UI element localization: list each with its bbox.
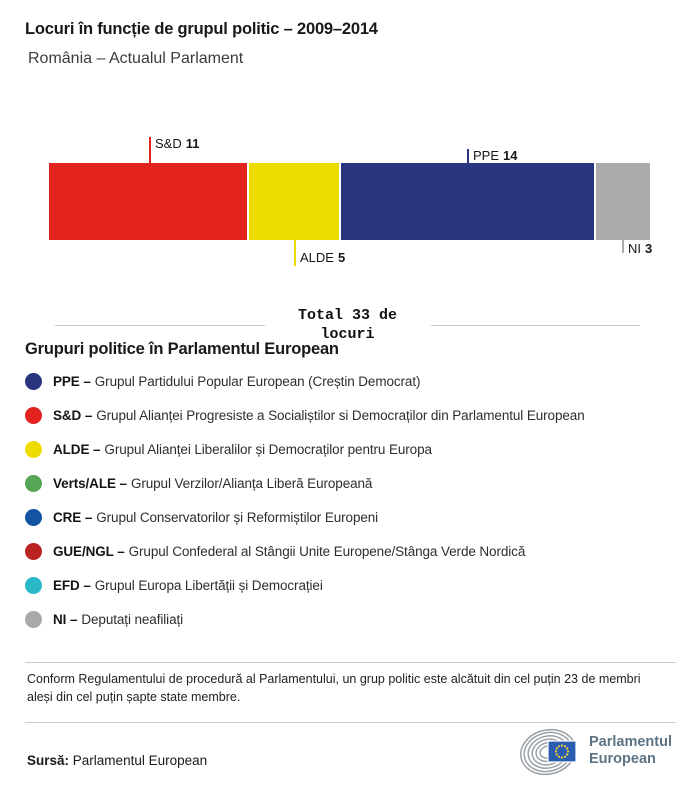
legend-item-efd — [25, 568, 690, 602]
page-subtitle: România – Actualul Parlament — [28, 50, 244, 67]
bar-segment-alde — [249, 163, 339, 240]
group-name: ALDE — [300, 250, 334, 265]
group-color-dot — [25, 475, 42, 492]
divider-line-left — [55, 325, 265, 326]
legend-item-label: PPE – Grupul Partidului Popular European (Creștin Democrat) — [53, 373, 421, 389]
callout-label-ppe — [473, 148, 517, 163]
group-color-dot — [25, 509, 42, 526]
stacked-bar — [49, 163, 650, 240]
seat-count: 11 — [185, 136, 200, 151]
seat-count: 3 — [645, 241, 653, 256]
ep-logo — [518, 726, 672, 776]
ep-logo-text-line2: European — [589, 751, 656, 767]
divider — [25, 662, 676, 663]
legend-list — [25, 364, 690, 636]
legend-heading: Grupuri politice în Parlamentul European — [25, 340, 339, 358]
callout-line-ppe — [467, 149, 469, 163]
bar-segment-sd — [49, 163, 247, 240]
legend-item-label: ALDE – Grupul Alianței Liberalilor și Democraților pentru Europa — [53, 441, 432, 457]
total-seats-label: Total 33 de locuri — [297, 307, 398, 343]
legend-item-sd — [25, 398, 690, 432]
seat-count: 5 — [337, 250, 346, 265]
legend-item-ppe — [25, 364, 690, 398]
group-color-dot — [25, 407, 42, 424]
group-color-dot — [25, 611, 42, 628]
divider — [25, 722, 676, 723]
legend-item-alde — [25, 432, 690, 466]
callout-line-ni — [622, 240, 624, 253]
group-name: S&D — [155, 136, 182, 151]
total-divider — [55, 306, 640, 344]
group-color-dot — [25, 577, 42, 594]
callout-label-ni — [628, 241, 652, 256]
group-name: PPE — [473, 148, 500, 163]
legend-item-verts-ale — [25, 466, 690, 500]
legend-item-gue-ngl — [25, 534, 690, 568]
legend-item-label: S&D – Grupul Alianței Progresiste a Socialiștilor si Democraților din Parlamentul European — [53, 407, 585, 423]
source-label: Sursă: — [27, 753, 70, 768]
seat-count: 14 — [503, 148, 518, 163]
group-name: NI — [628, 241, 641, 256]
legend-item-label: CRE – Grupul Conservatorilor și Reformiștilor Europeni — [53, 509, 379, 525]
source-value: Parlamentul European — [72, 753, 208, 768]
ep-logo-text — [589, 734, 672, 768]
bar-segment-ni — [596, 163, 650, 240]
legend-item-label: Verts/ALE – Grupul Verzilor/Alianța Liberă Europeană — [53, 475, 373, 491]
group-color-dot — [25, 543, 42, 560]
legend-item-label: NI – Deputați neafiliați — [53, 611, 184, 627]
legend-item-label: GUE/NGL – Grupul Confederal al Stângii Unite Europene/Stânga Verde Nordică — [53, 543, 526, 559]
legend-item-cre — [25, 500, 690, 534]
footnote: Conform Regulamentului de procedură al Parlamentului, un grup politic este alcătuit din cel puțin 23 de membri aleși din cel puțin șapte state membre. — [27, 672, 641, 704]
legend-item-label: EFD – Grupul Europa Libertății și Democrației — [53, 577, 323, 593]
ep-hemicycle-flag-icon — [518, 726, 580, 776]
group-color-dot — [25, 441, 42, 458]
bar-segment-ppe — [341, 163, 593, 240]
group-color-dot — [25, 373, 42, 390]
source-line — [27, 753, 207, 768]
callout-label-sd — [155, 136, 199, 151]
callout-line-sd — [149, 137, 151, 163]
page-title: Locuri în funcție de grupul politic – 2009–2014 — [25, 20, 378, 38]
divider-line-right — [431, 325, 641, 326]
callout-label-alde — [300, 250, 345, 265]
legend-item-ni — [25, 602, 690, 636]
ep-logo-text-line1: Parlamentul — [589, 734, 672, 750]
callout-line-alde — [294, 240, 296, 266]
